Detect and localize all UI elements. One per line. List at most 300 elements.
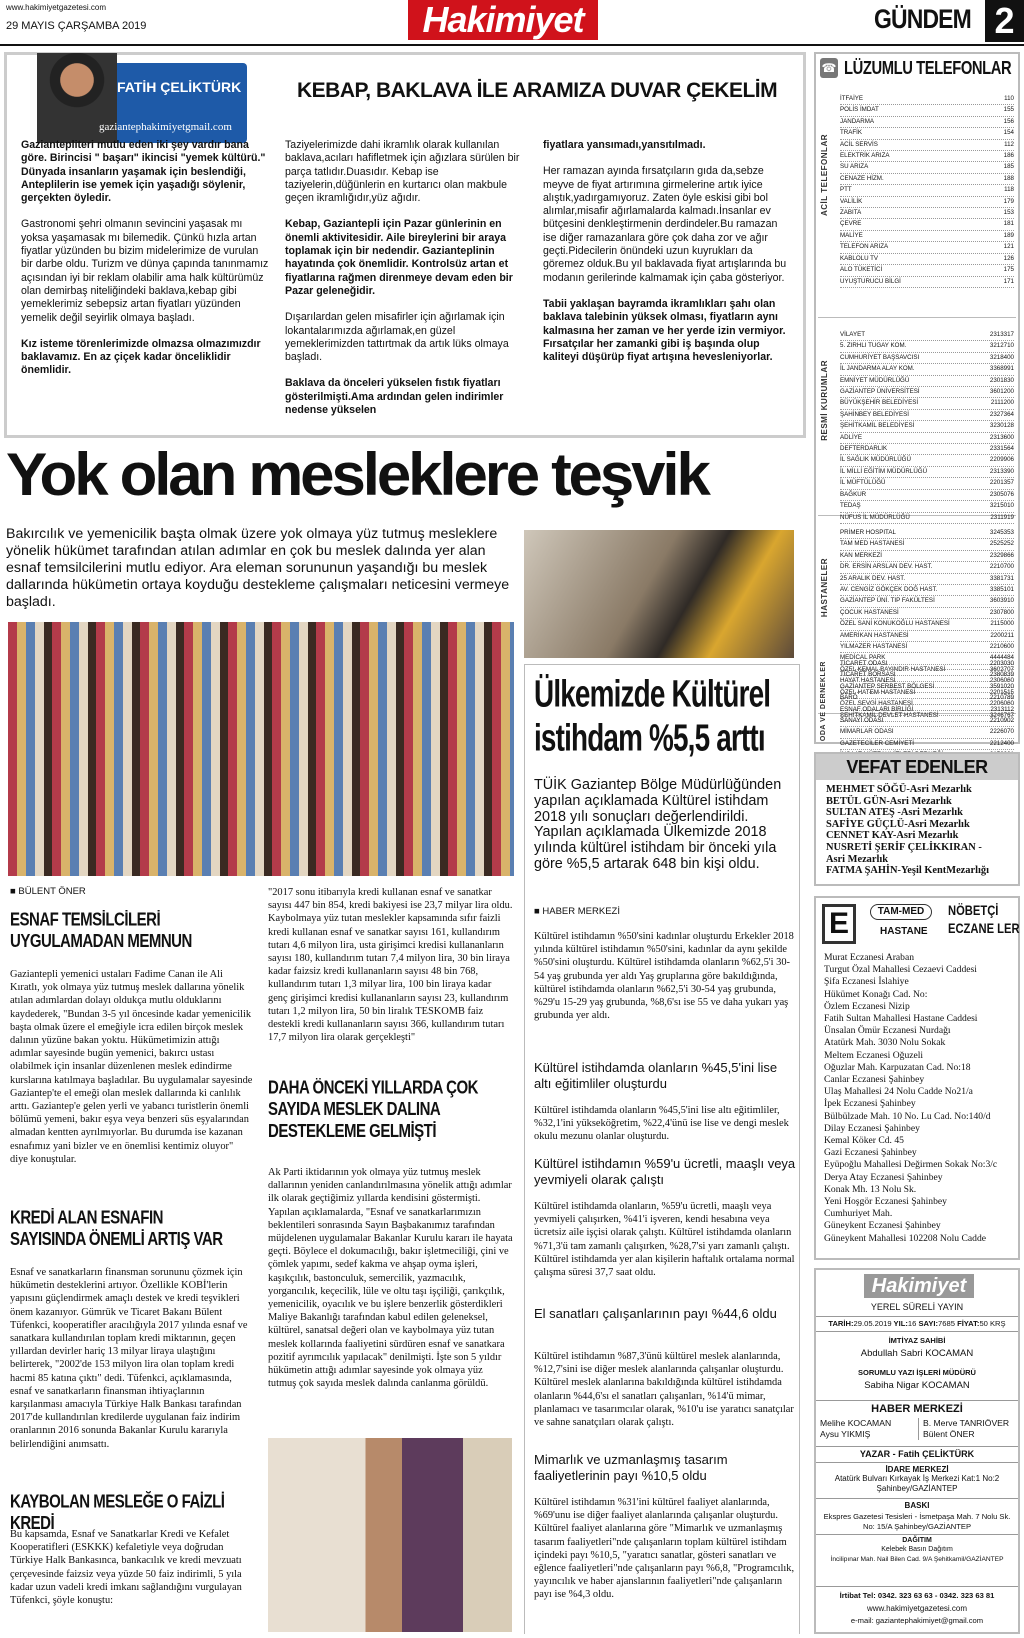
phone-number: 2201515 — [989, 688, 1014, 696]
phone-number: 3368991 — [989, 365, 1014, 373]
phone-number: 2210600 — [989, 643, 1014, 651]
phone-number: 2313390 — [989, 467, 1014, 475]
site-url[interactable]: www.hakimiyetgazetesi.com — [6, 3, 107, 12]
phone-number: 3218400 — [989, 353, 1014, 361]
kultur-para-5: Kültürel istihdamın %31'ini kültürel faaliyet alanlarında, %69'unu ise diğer faaliyet alanlarında çalışanlar oluşturdu. Kültürel faaliyet alanlarına göre "Mimarlık ve uzmanlaşmış tasarım faaliyetleri"nde çalışanların toplam kültürel istihdam içindeki payı %10,5, "yaratıcı sanatlar, gösteri sanatları ve eğlence faaliyetleri"nde çalışanların payı %6,8, "Programcılık, yayıncılık ve haber ajanslarının faaliyetleri"nde çalışanların payı ise %4,3 oldu. — [534, 1497, 795, 1601]
phone-number: 3603910 — [989, 597, 1014, 605]
para-quote: "2017 sonu itibarıyla kredi kullanan esnaf ve sanatkar sayısı 447 bin 854, kredi bakiyesi ise 23,7 milyar lira oldu. Kaybolmaya yüz tutan meslekler kapsamında sıfır faizli kredi kullanan esnaf ve sanatkar sayısı 161, kullandırım tutarı 4,6 milyon lira, usta girişimci kredisi kullananların sayısı 180, kullandırım tutarı 7,4 milyon lira, 30 bin liraya kadar faizsiz kredi kullananların sayısı 48 bin 768, kullandırım tutarı 1,3 milyar lira, 100 bin liraya kadar genç girişimci kredisi kullananların sayısı 23, kullandırım tutarı 1,2 milyon lira, 50 bin liralık TESKOMB faiz destekli kredi kullananların sayısı 366, kullandırım tutarı 17,7 milyon lira olarak gerçekleşti" — [268, 887, 513, 1044]
phone-name: TELEFON ARIZA — [840, 243, 889, 251]
imtiyaz-label: İMTİYAZ SAHİBİ — [888, 1336, 946, 1345]
phone-row — [840, 128, 1014, 139]
phone-row — [840, 642, 1014, 653]
phone-number: 189 — [1003, 231, 1014, 239]
phone-name: KABLOLU TV — [840, 254, 879, 262]
phone-name: TİCARET BORSASI — [840, 671, 896, 679]
phone-number: 2201357 — [989, 479, 1014, 487]
eczane-line: Hükümet Konağı Cad. No: — [824, 988, 928, 1000]
fiyat-value: 50 KRŞ — [979, 1319, 1006, 1328]
phone-number: 2226070 — [989, 728, 1014, 736]
kultur-lead: TÜİK Gaziantep Bölge Müdürlüğünden yapılan açıklamada Kültürel istihdam 2018 yılı sonuçları değerlendirildi. Yapılan açıklamada Ülkemizde 2018 yılında kültürel istihdam bir önceki yıla göre %5,5 artarak 648 bin kişi oldu. — [534, 777, 782, 872]
group-label: ACİL TELEFONLAR — [820, 134, 829, 217]
kultur-sub-4: Mimarlık ve uzmanlaşmış tasarım faaliyetlerinin payı %10,5 oldu — [534, 1452, 728, 1483]
phone-row — [840, 219, 1014, 230]
kultur-headline-2: istihdam %5,5 arttı — [534, 717, 765, 760]
column-para: Gaziantepliteri mutlu eden iki şey vardır bana göre. Birincisi " başarı" ikincisi "yemek kültürü." Dünyada insanların yaşamak için beslendiği, Anteplilerin ise yemek için yaşadığı söylenir, gerçekten öyledir. — [21, 139, 266, 205]
phone-row — [840, 562, 1014, 573]
sorumlu-value: Sabiha Nigar KOCAMAN — [864, 1380, 970, 1391]
sub-esnaf: ESNAF TEMSİLCİLERİ UYGULAMADAN MEMNUN — [10, 910, 192, 952]
eczane-list — [824, 952, 1020, 1245]
phone-number: 2313112 — [990, 705, 1014, 713]
haber-name: Bülent ÖNER — [923, 1429, 975, 1439]
phone-number: 2200211 — [990, 631, 1014, 639]
column-col3 — [543, 139, 793, 364]
vefat-line: SULTAN ATEŞ -Asri Mezarlık — [826, 807, 963, 819]
sub-kaybolan: KAYBOLAN MESLEĞE O FAİZLİ KREDİ — [10, 1492, 225, 1534]
phone-name: DEFTERDARLIK — [840, 445, 888, 453]
phone-number: 2380839 — [989, 671, 1014, 679]
vefat-line: FATMA ŞAHİN-Yeşil KentMezarlığı — [826, 865, 989, 877]
phone-number: 3215010 — [989, 502, 1014, 510]
phone-number: 2331564 — [989, 445, 1014, 453]
phone-name: İL MİLLİ EĞİTİM MÜDÜRLÜĞÜ — [840, 467, 928, 475]
nobetci-title-2: ECZANE LER — [948, 920, 1020, 936]
phone-row — [840, 330, 1014, 341]
phone-row — [840, 444, 1014, 455]
kultur-byline: ■ HABER MERKEZİ — [534, 906, 620, 917]
kultur-sub-1: Kültürel istihdamda olanların %45,5'ini lise altı eğitimliler oluşturdu — [534, 1060, 778, 1091]
column-para: Tabii yaklaşan bayramda ikramlıkları şahı olan baklava talebinin yüksek olması, fiyatların aynı kalmasına her zaman ve her yerde izin vermiyor. Fırsatçılar her zamanki gibi iş başında olup kaliteyi düşürüp fiyat artışına heveslen​iyorlar. — [543, 297, 786, 364]
kunye-mail[interactable]: e-mail: gaziantephakimiyet@gmail.com — [850, 1616, 984, 1625]
sayi-value: 7685 — [938, 1319, 955, 1328]
idare-label: İDARE MERKEZİ — [816, 1462, 1018, 1474]
phone-number: 2313600 — [989, 433, 1014, 441]
phone-name: MEDİCAL PARK — [840, 654, 886, 662]
phone-row — [840, 467, 1014, 478]
phones-box — [814, 52, 1020, 747]
vefat-title: VEFAT EDENLER — [816, 754, 1018, 780]
hastane-label: HASTANE — [880, 926, 928, 937]
phone-number: 3245353 — [989, 529, 1014, 536]
phone-row — [840, 231, 1014, 242]
dagitim-label: DAĞITIM — [816, 1534, 1018, 1544]
phone-name: ZABITA — [840, 209, 862, 217]
section-title: GÜNDEM — [874, 4, 971, 34]
phone-name: İL MÜFTÜLÜĞÜ — [840, 479, 886, 487]
eczane-line: Atatürk Mah. 3030 Nolu Sokak — [824, 1037, 946, 1049]
author-name: FATİH ÇELİKTÜRK — [117, 79, 242, 95]
eczane-line: Dilay Eczanesi Şahinbey — [824, 1122, 920, 1134]
phone-name: PTT — [840, 186, 852, 194]
vefat-box — [814, 752, 1020, 886]
phone-name: TEDAŞ — [840, 502, 861, 510]
phone-number: 2115000 — [990, 620, 1014, 628]
kunye-issue — [816, 1316, 1018, 1332]
phone-name: GAZİANTEP SERBEST BÖLGESİ — [840, 682, 935, 690]
phone-row — [840, 151, 1014, 162]
phone-name: POLİS İMDAT — [840, 106, 879, 114]
phone-number: 154 — [1003, 129, 1014, 137]
para-esnaf: Gaziantepli yemenici ustaları Fadime Canan ile Ali Kıratlı, yok olmaya yüz tutmuş meslek dallarına yönelik atılan adımlardan dolayı oldukça mutlu olduklarını kaydederek, "Bundan 3-5 yıl öncesinde kadar yemenicilik başta olmak üzere el emeğiyle icra edilen birçok meslek dalının yüzüne bakan yoktu. Hükümetimizin attığı adımlar sayesinde bugün yemenici, bakırcı ustası olabilmek için insanlar düzenlenen meslek edindirme kurslarına katılmaya başladılar. Bu uygulamalar sayesinde Gaziantep'te el emeği olan meslek dallarında ki canlılık arttı. Gaziantep'e gelen yerli ve yabancı turistlerin önemli bölümü yemeni, bakır eşya veya benzeri süs eşyalarından almadan kentten ayrılmıyorlar. Bu durumda ise kazanan esnafımız yani bizler ve en önemlisi kentimiz oluyor" diye konuştular. — [10, 969, 253, 1165]
phone-number: 2305076 — [989, 490, 1014, 498]
logo-text: Hakimiyet — [422, 0, 584, 40]
phone-row — [840, 105, 1014, 116]
phone-row — [840, 513, 1014, 524]
phone-name: 25 ARALIK DEV. HAST. — [840, 574, 906, 582]
phone-number: 2212400 — [989, 739, 1014, 747]
phone-name: PRİMER HOSPITAL — [840, 529, 896, 536]
phone-number: 3212710 — [989, 342, 1014, 350]
eczane-line: Meltem Eczanesi Oğuzeli — [824, 1049, 924, 1061]
vefat-line: Asri Mezarlık — [826, 853, 889, 865]
phone-number: 126 — [1003, 254, 1014, 262]
phone-row — [840, 185, 1014, 196]
phone-row — [840, 739, 1014, 750]
phone-name: GAZİANTEP ÜNİ. TIP FAKÜLTESİ — [840, 597, 935, 605]
eczane-box — [814, 896, 1020, 1260]
phone-name: BARO — [840, 694, 858, 702]
eczane-line: Murat Eczanesi Araban — [824, 952, 915, 963]
phone-name: GAZETECİLER CEMİYETİ — [840, 739, 914, 747]
phones-group-acil — [818, 94, 1016, 318]
haber-right — [918, 1418, 1018, 1440]
phone-name: 5. ZIRHLI TUGAY KOM. — [840, 342, 907, 350]
baski-value: Ekspres Gazetesi Tesisleri - İsmetpaşa Mah. 7 Nolu Sk. No: 15/A Şahinbey/GAZİANTEP — [823, 1512, 1011, 1531]
byline-text: BÜLENT ÖNER — [18, 886, 86, 897]
phone-row — [840, 705, 1014, 716]
phone-name: TRAFİK — [840, 129, 863, 137]
phone-name: SANAYİ ODASI — [840, 717, 884, 725]
masthead-rule — [0, 44, 1024, 46]
phone-name: VALİLİK — [840, 197, 863, 205]
phone-row — [840, 608, 1014, 619]
phone-row — [840, 596, 1014, 607]
haber-left — [820, 1418, 916, 1440]
kultur-headline-1: Ülkemizde Kültürel — [534, 673, 771, 716]
phone-row — [840, 433, 1014, 444]
phone-number: 3385101 — [989, 586, 1014, 594]
phone-row — [840, 682, 1014, 693]
phone-number: 2327364 — [989, 410, 1014, 418]
kultur-para-1: Kültürel istihdamın %50'sini kadınlar oluşturdu Erkekler 2018 yılında kültürel istihdamın %50'sini, kadınlar da aynı şekilde %50'sini oluşturdu. Kültürel istihdamda olanların %62,5'i 30-54 yaş grubunda yer aldı Yaş gruplarına göre bakıldığında, kültürel istihdamda olanların %62,5'i 30-54 yaş grubunda, %29'u 15-29 yaş grubunda, %8,6'sı ise 55 ve daha yukarı yaş grubunda yer aldı. — [534, 931, 794, 1022]
phone-row — [840, 631, 1014, 642]
phone-number: 2206060 — [989, 700, 1014, 708]
phone-row — [840, 585, 1014, 596]
dagitim-value-1: Kelebek Basın Dağıtım — [881, 1546, 953, 1553]
phone-name: ALO TÜKETİCİ — [840, 266, 883, 274]
phone-number: 3246767 — [989, 711, 1014, 719]
phone-name: İL JANDARMA ALAY KOM. — [840, 365, 915, 373]
column-title: KEBAP, BAKLAVA İLE ARAMIZA DUVAR ÇEKELİM — [297, 79, 778, 102]
column-para: Kebap, Gaziantepli için Pazar günlerinin en önemli aktivitesidir. Aile bireylerini bir araya toplamak için bir nedendir. Gaziantepli​nin hayatında çok önemlidir. Kontrolsüz artan et fiyatlarına rağmen direnmeye devam eden bir Pazar geleneğidir. — [285, 218, 513, 297]
phone-number: 155 — [1003, 106, 1014, 114]
phone-number: 2209906 — [989, 456, 1014, 464]
phone-name: ÇOCUK HASTANESİ — [840, 608, 899, 616]
group-label: RESMİ KURUMLAR — [820, 360, 829, 441]
phone-number: 2313317 — [989, 331, 1014, 338]
phone-row — [840, 117, 1014, 128]
phone-name: CUMHURİYET BAŞSAVCISI — [840, 353, 920, 361]
phone-number: 185 — [1003, 163, 1014, 171]
phone-name: İTFAİYE — [840, 95, 864, 102]
phone-row — [840, 659, 1014, 670]
kultur-para-4: Kültürel istihdamın %87,3'ünü kültürel meslek alanlarında, %12,7'sini ise diğer meslek alanlarında çalışanlar oluşturdu. Kültürel meslek alanlarına bakıldığında kültürel istihdamda olanların %44,6'sı el sanatları çalışanları, %14'ü mimar, planlamacı ve tasarımcılar olarak, %10'u ise yaratıcı sanatçılar ve sahne sanatçıları olarak çalıştı. — [534, 1351, 794, 1429]
kultur-sub-3: El sanatları çalışanlarının payı %44,6 oldu — [534, 1306, 777, 1321]
phone-name: ŞAHİNBEY BELEDİYESİ — [840, 410, 910, 418]
phone-number: 2307800 — [989, 608, 1014, 616]
phone-row — [840, 387, 1014, 398]
phone-number: 2301830 — [989, 376, 1014, 384]
eczane-line: Özlem Eczanesi Nizip — [824, 1000, 910, 1012]
column-para: Baklava da önceleri yükselen fıstık fiyatları gösterilmişti.Ama ardından gelen indirimler nedense yükselen — [285, 377, 504, 417]
imtiyaz-value: Abdullah Sabri KOCAMAN — [860, 1348, 974, 1359]
fiyat-label: FİYAT: — [957, 1319, 980, 1328]
eczane-line: Gazi Eczanesi Şahinbey — [824, 1147, 917, 1159]
phones-list — [840, 330, 1014, 524]
phone-row — [840, 254, 1014, 265]
kultur-sub-2: Kültürel istihdamın %59'u ücretli, maaşlı veya yevmiyeli olarak çalıştı — [534, 1156, 796, 1187]
eczane-line: Ulaş Mahallesi 24 Nolu Cadde No21/a — [824, 1086, 973, 1098]
phone-name: ŞEHİTKAMİL BELEDİYESİ — [840, 422, 915, 430]
phone-number: 2203030 — [989, 660, 1014, 667]
phone-name: HAYAT HASTANESİ — [840, 677, 896, 685]
vefat-line: SAFİYE GÜÇLÜ-Asri Mezarlık — [826, 818, 970, 830]
phone-number: 181 — [1003, 220, 1014, 228]
sorumlu-label: SORUMLU YAZI İŞLERİ MÜDÜRÜ — [858, 1368, 976, 1377]
main-byline: ■ BÜLENT ÖNER — [10, 886, 86, 897]
haber-name: Melihe KOCAMAN — [820, 1418, 892, 1428]
masthead-logo — [408, 0, 598, 40]
tam-med-badge: TAM-MED — [870, 904, 932, 920]
author-banner — [37, 63, 247, 143]
sub-destek: DAHA ÖNCEKİ YILLARDA ÇOK SAYIDA MESLEK DALINA DESTEKLEME GELMİŞTİ — [268, 1078, 478, 1142]
phone-number: 2329866 — [989, 551, 1014, 559]
eczane-line: Şifa Eczanesi İslahiye — [824, 976, 909, 988]
phone-name: ŞEHİTKAMİL DEVLET HASTANESİ — [840, 711, 939, 719]
phone-name: KAN MERKEZİ — [840, 551, 882, 559]
phone-name: CENAZE HİZM. — [840, 174, 884, 182]
phone-number: 112 — [1004, 140, 1014, 148]
phone-row — [840, 364, 1014, 375]
phone-name: BÜYÜKŞEHİR BELEDİYESİ — [840, 399, 919, 407]
phone-name: ADLİYE — [840, 433, 863, 441]
phone-row — [840, 551, 1014, 562]
phone-name: BAĞKUR — [840, 490, 867, 498]
phone-number: 3591020 — [989, 682, 1014, 690]
para-kredi: Esnaf ve sanatkarların finansman sorununu çözmek için hükümetin desteklerini artıyor. Özellikle KOBİ'lerin yapısını güçlendirmek amaçlı destek ve kredi teşvikleri önem kazanıyor. Gümrük ve Ticaret Bakanı Bülent Tüfenkci, kooperatifler aracılığıyla 2017 yılında esnaf ve sanatkara kullandırılan toplam kredi miktarının, geçen yıllardan devirler hariç 13 milyar liraya ulaştığını belirterek, "2002'de 153 milyon lira olan toplam kredi hacmi 85 katına çıktı" dedi. Tüfenkci, açıklamasında, esnaf ve sanatkarların finansman ihtiyaçlarının karşılanması amacıyla Türkiye Halk Bankası tarafından 2017'de kullandırılan kredilerde uygulanan faiz indirim oranlarının 2016 sonunda Bakanlar Kurulu kararıyla belirlendiğini anımsattı. — [10, 1267, 248, 1450]
vefat-line: BETÜL GÜN-Asri Mezarlık — [826, 795, 952, 807]
yil-label: YIL: — [893, 1319, 908, 1328]
phone-row — [840, 619, 1014, 630]
phone-number: 121 — [1003, 243, 1014, 251]
idare-value: Atatürk Bulvarı Kırkayak İş Merkezi Kat:1 No:2 Şahinbey/GAZİANTEP — [834, 1474, 1000, 1493]
dagitim-value-2: İncilipınar Mah. Nail Bilen Cad. 9/A Şehitkamil/GAZİANTEP — [830, 1556, 1004, 1563]
column-box — [4, 52, 806, 438]
phone-number: 186 — [1003, 152, 1014, 160]
eczane-line: Bülbülzade Mah. 10 No. Lu Cad. No:140/d — [824, 1110, 991, 1122]
eczane-line: Kemal Köker Cd. 45 — [824, 1135, 904, 1147]
phone-number: 110 — [1004, 95, 1014, 102]
author-email[interactable]: gaziantephakimiyetgmail.com — [99, 121, 232, 133]
phone-row — [840, 410, 1014, 421]
byline-text: HABER MERKEZİ — [542, 906, 620, 917]
phones-list — [840, 659, 1014, 762]
haber-name: B. Merve TANRIÖVER — [923, 1418, 1010, 1428]
column-para: Taziyelerimizde dahi ikramlık olarak kullanılan baklava,acıları hafifletmek için ağızlara sürülen bir parça tatlıdır.Duasıdır. Kebap ise taziyelerin,düğünlerin en kurtarıcı olan makbule geçen ikramlığıdır,yüz ağıdır. — [285, 139, 520, 205]
phone-row — [840, 341, 1014, 352]
phone-row — [840, 242, 1014, 253]
yil-value: 16 — [907, 1319, 917, 1328]
phone-name: ÖZEL HATEM HASTANESİ — [840, 688, 916, 696]
yemeni-photo — [524, 530, 794, 658]
phone-name: ELEKTRİK ARIZA — [840, 152, 890, 160]
phone-name: TAM MED HASTANESİ — [840, 540, 905, 548]
phone-name: UYUŞTURUCU BİLGİ — [840, 277, 901, 285]
phone-row — [840, 421, 1014, 432]
haber-label: HABER MERKEZİ — [816, 1400, 1018, 1415]
eczane-line: Cumhuriyet Mah. — [824, 1208, 893, 1220]
phone-number: 2210700 — [989, 563, 1014, 571]
column-para: Kız isteme törenlerimizde olmazsa olmazımızdır baklavamız. En az çiçek kadar öncelikli​dir önemlidir. — [21, 337, 261, 377]
phone-name: ÖZEL KEMAL BAYINDIR HASTANESİ — [840, 665, 946, 673]
vefat-list — [826, 784, 1016, 877]
main-headline: Yok olan mesleklere teşvik — [6, 441, 708, 508]
phone-number: 188 — [1003, 174, 1014, 182]
column-col2 — [285, 139, 525, 417]
sayi-label: SAYI: — [918, 1319, 939, 1328]
main-lead: Bakırcılık ve yemenicilik başta olmak üzere yok olmaya yüz tutmuş mesleklere yönelik hükümet tarafından atılan adımlar en çok bu meslek dalında yer alan esnaf temsilcilerini mutlu ediyor. Ara eleman sorununun yaşandığı bu meslek dallarında hükümetin ortaya koyduğu destekleme çalışmaları neticesini vermeye başladı. — [6, 526, 510, 610]
phone-name: AV. CENGİZ GÖKÇEK DOĞ HAST. — [840, 586, 938, 594]
kultur-para-3: Kültürel istihdamda olanların, %59'u ücretli, maaşlı veya yevmiyeli çalışırken, %41'i işveren, kendi hesabına veya ücretsiz aile işçisi olarak çalıştı. Kültürel istihdamda olanların %71,3'ü tam zamanlı çalışırken, %28,7'si yarı zamanlı çalıştı. Kültürel istihdamda yer alan kişilerin haftalık ortalama normal çalışma süresi 37,7 saat oldu. — [534, 1201, 795, 1279]
phone-number: 2210902 — [989, 717, 1014, 725]
phone-name: ÖZEL SEVGİ HASTANESİ — [840, 700, 913, 708]
phone-row — [840, 455, 1014, 466]
para-kaybolan: Bu kapsamda, Esnaf ve Sanatkarlar Kredi ve Kefalet Kooperatifleri (ESKKK) kefaletiyle veya doğrudan Türkiye Halk Bankasınca, bankacılık ve kredi mevzuatı çerçevesinde faizsiz veya yüzde 50 faiz indirimli, 5 yıla kadar uzun vadeli kredi imkanı sağlandığını vurgulayan Tüfenkci, şöyle konuştu: — [10, 1529, 242, 1607]
phone-name: MALİYE — [840, 231, 863, 239]
phone-name: ÇEVRE — [840, 220, 862, 228]
phone-row — [840, 265, 1014, 276]
shoes-photo — [8, 622, 514, 876]
sub-kredi: KREDİ ALAN ESNAFIN SAYISINDA ÖNEMLİ ARTIŞ VAR — [10, 1208, 223, 1250]
column-para: Dışarılardan gelen misafirler için ağırlamak için lokantalarımızda ağırlamak,en güzel yemeklerimizden tattırtmak da artık lüks olmaya başladı. — [285, 311, 509, 364]
phone-number: 171 — [1003, 277, 1014, 285]
phone-number: 4444484 — [989, 654, 1014, 662]
kunye-web[interactable]: www.hakimiyetgazetesi.com — [866, 1604, 968, 1613]
page-number: 2 — [985, 0, 1024, 42]
phone-row — [840, 174, 1014, 185]
phone-row — [840, 490, 1014, 501]
phone-row — [840, 727, 1014, 738]
eczane-line: İpek Eczanesi Şahinbey — [824, 1098, 916, 1110]
eczane-line: Konak Mh. 13 Nolu Sk. — [824, 1183, 917, 1195]
phone-name: TİCARET ODASI — [840, 660, 888, 667]
eczane-line: Oğuzlar Mah. Karpuzatan Cad. No:18 — [824, 1061, 971, 1073]
group-label: ODA VE DERNEKLER — [820, 661, 827, 742]
phone-number: 2111200 — [990, 399, 1014, 407]
phone-row — [840, 376, 1014, 387]
column-para: Her ramazan ayında fırsatçıların gıda da,sebze meyve de fiyat artırımına girmelerine artık iyice alıştık,yadırgamıyoruz. Zaten öyle eskisi gibi bol alımlar,misafir ağırlamalarda kalmadı.İnsanlar ev bütçesini denkleştirmenin derdindeler.Bu ramazan ise diğer ramazanlara göre çok daha zor ve ağır geçti.Pidecilerin önündeki uzun kuyrukları da göremez olduk.Bu yıl baklavada fiyat artışlarında bu modanın gerilerinde kalmamak için çaba gösteriyor. — [543, 165, 787, 284]
phone-row — [840, 162, 1014, 173]
kunye-yayin: YEREL SÜRELİ YAYIN — [870, 1302, 964, 1312]
eczane-line: Güneykent Eczanesi Şahinbey — [824, 1220, 941, 1232]
haber-name: Aysu YIKMIŞ — [820, 1429, 871, 1439]
phone-row — [840, 197, 1014, 208]
phone-number: 118 — [1004, 186, 1014, 194]
phone-number: 2311919 — [990, 513, 1014, 521]
eczane-line: Yeni Hoşgör Eczanesi Şahinbey — [824, 1196, 947, 1208]
phone-name: ÖZEL SANİ KONUKOĞLU HASTANESİ — [840, 620, 950, 628]
phone-name: YILMAZER HASTANESİ — [840, 643, 908, 651]
eczane-line: Fatih Sultan Mahallesi Hastane Caddesi — [824, 1013, 978, 1025]
phone-number: 2210789 — [989, 694, 1014, 702]
kunye-logo: Hakimiyet — [864, 1274, 974, 1298]
phone-name: JANDARMA — [840, 117, 875, 125]
phones-title: LÜZUMLU TELEFONLAR — [844, 58, 1012, 78]
phone-row — [840, 478, 1014, 489]
phones-group-resmi — [818, 330, 1016, 521]
phone-name: EMNİYET MÜDÜRLÜĞÜ — [840, 376, 910, 384]
vefat-line: MEHMET SÖĞÜ-Asri Mezarlık — [826, 784, 972, 795]
vefat-line: NUSRETİ ŞERİF ÇELİKKIRAN - — [826, 841, 982, 853]
phone-number: 179 — [1003, 197, 1014, 205]
eczane-line: Turgut Özal Mahallesi Cezaevi Caddesi — [824, 964, 977, 976]
group-label: HASTANELER — [820, 558, 829, 618]
phone-number: 3230128 — [989, 422, 1014, 430]
kunye-box — [814, 1268, 1020, 1634]
phone-row — [840, 353, 1014, 364]
phone-name: NÜFUS İL MÜDÜRLÜĞÜ — [840, 513, 910, 521]
phone-name: ESNAF ODALARI BİRLİĞİ — [840, 705, 914, 713]
eczane-line: Eyüpoğlu Mahallesi Değirmen Sokak No:3/c — [824, 1159, 998, 1171]
eczane-line: Güneykent Mahallesi 102208 Nolu Cadde — [824, 1232, 986, 1244]
phone-row — [840, 574, 1014, 585]
column-para: Gastronomi şehri olmanın sevincini yaşasak mı yoksa yaşamasak mı bilemedik. Çünkü hızla artan fiyatlar yüzünden bu bizim midelerimize de vurulan bir darbe oldu. Turizm ve dünya çapında tanınmamız açısından iyi bir reklam olabilir ama halk kültürümüz olan demirbaş niteliğindeki baklava,kebap gibi yemeklerimiz sebepsiz artan fiyatları yüzünden yemelik değil seyirlik olmaya başladı. — [21, 218, 269, 324]
eczane-line: Canlar Eczanesi Şahinbey — [824, 1074, 925, 1086]
eczane-line: Derya Atay Eczanesi Şahinbey — [824, 1171, 943, 1183]
phone-number: 2525252 — [989, 540, 1014, 548]
column-para: fiyatlara yansımadı,yansıtılmadı. — [543, 139, 706, 151]
phone-name: DR. ERSİN ARSLAN DEV. HAST. — [840, 563, 933, 571]
nobetci-title-1: NÖBETÇİ — [948, 902, 999, 918]
kunye-yazar: YAZAR - Fatih ÇELİKTÜRK — [816, 1446, 1018, 1459]
phone-number: 153 — [1003, 209, 1014, 217]
eczane-logo-icon: E — [822, 904, 856, 944]
eczane-line: Ünsalan Ömür Eczanesi Nurdağı — [824, 1025, 951, 1037]
phone-row — [840, 670, 1014, 681]
phone-row — [840, 693, 1014, 704]
phone-row — [840, 501, 1014, 512]
phone-row — [840, 716, 1014, 727]
phone-name: AMERİKAN HASTANESİ — [840, 631, 909, 639]
phones-list — [840, 94, 1014, 288]
phone-name: VİLAYET — [840, 331, 865, 338]
woman-photo — [268, 1438, 512, 1632]
vefat-line: CENNET KAY-Asri Mezarlık — [826, 830, 959, 842]
phone-icon: ☎ — [820, 58, 838, 78]
para-destek: Ak Parti iktidarının yok olmaya yüz tutmuş meslek dallarının yeniden canlandırılmasına yönelik attığı adımlar ilk olarak geçtiğimiz yıllarda kendisini göstermişti. Yapılan açıklamalarda, "Esnaf ve sanatkarlarımızın beklentileri sonrasında Sayın Başbakanımız tarafından müjdelenen uygulamalar Bakanlar Kurulu kararı ile hayata geçti. Böylece el dokumacılığı, bakır işletmeciliği, çini ve çömlek yapımı, sedef kakma ve ahşap oyma işleri, kaşıkçılık, bastonculuk, semercilik, yazmacılık, yorgancılık, keçecilik, lüle ve oltu taşı işçiliği, çarıkçılık, yemenicilik, oyacılık ve bu işlere benzerlik gösterdikleri Maliye Bakanlığı tarafından kabul edilen geleneksel, kültürel, sanatsal değeri olan ve kaybolmaya yüz tutan meslek kollarında faaliyetini sürdüren esnaf ve sanatkara pozitif ayrımcılık yapılacak" denilmişti. İşte son 5 yıldır hükümetin attığı adımlar sayesinde yok olmaya yüz tutmuş çok sayıda meslek dalında canlanma görüldü. — [268, 1167, 513, 1390]
tarih-value: 29.05.2019 — [853, 1319, 892, 1328]
phone-number: 156 — [1003, 117, 1014, 125]
phone-row — [840, 528, 1014, 539]
phone-row — [840, 140, 1014, 151]
phone-row — [840, 208, 1014, 219]
kunye-phone: İrtibat Tel: 0342. 323 63 63 - 0342. 323 63 81 — [816, 1586, 1018, 1600]
issue-date: 29 MAYIS ÇARŞAMBA 2019 — [6, 20, 147, 32]
phone-row — [840, 277, 1014, 288]
phone-name: İL SAĞLIK MÜDÜRLÜĞÜ — [840, 456, 911, 464]
phone-number: 175 — [1003, 266, 1014, 274]
phone-row — [840, 94, 1014, 105]
